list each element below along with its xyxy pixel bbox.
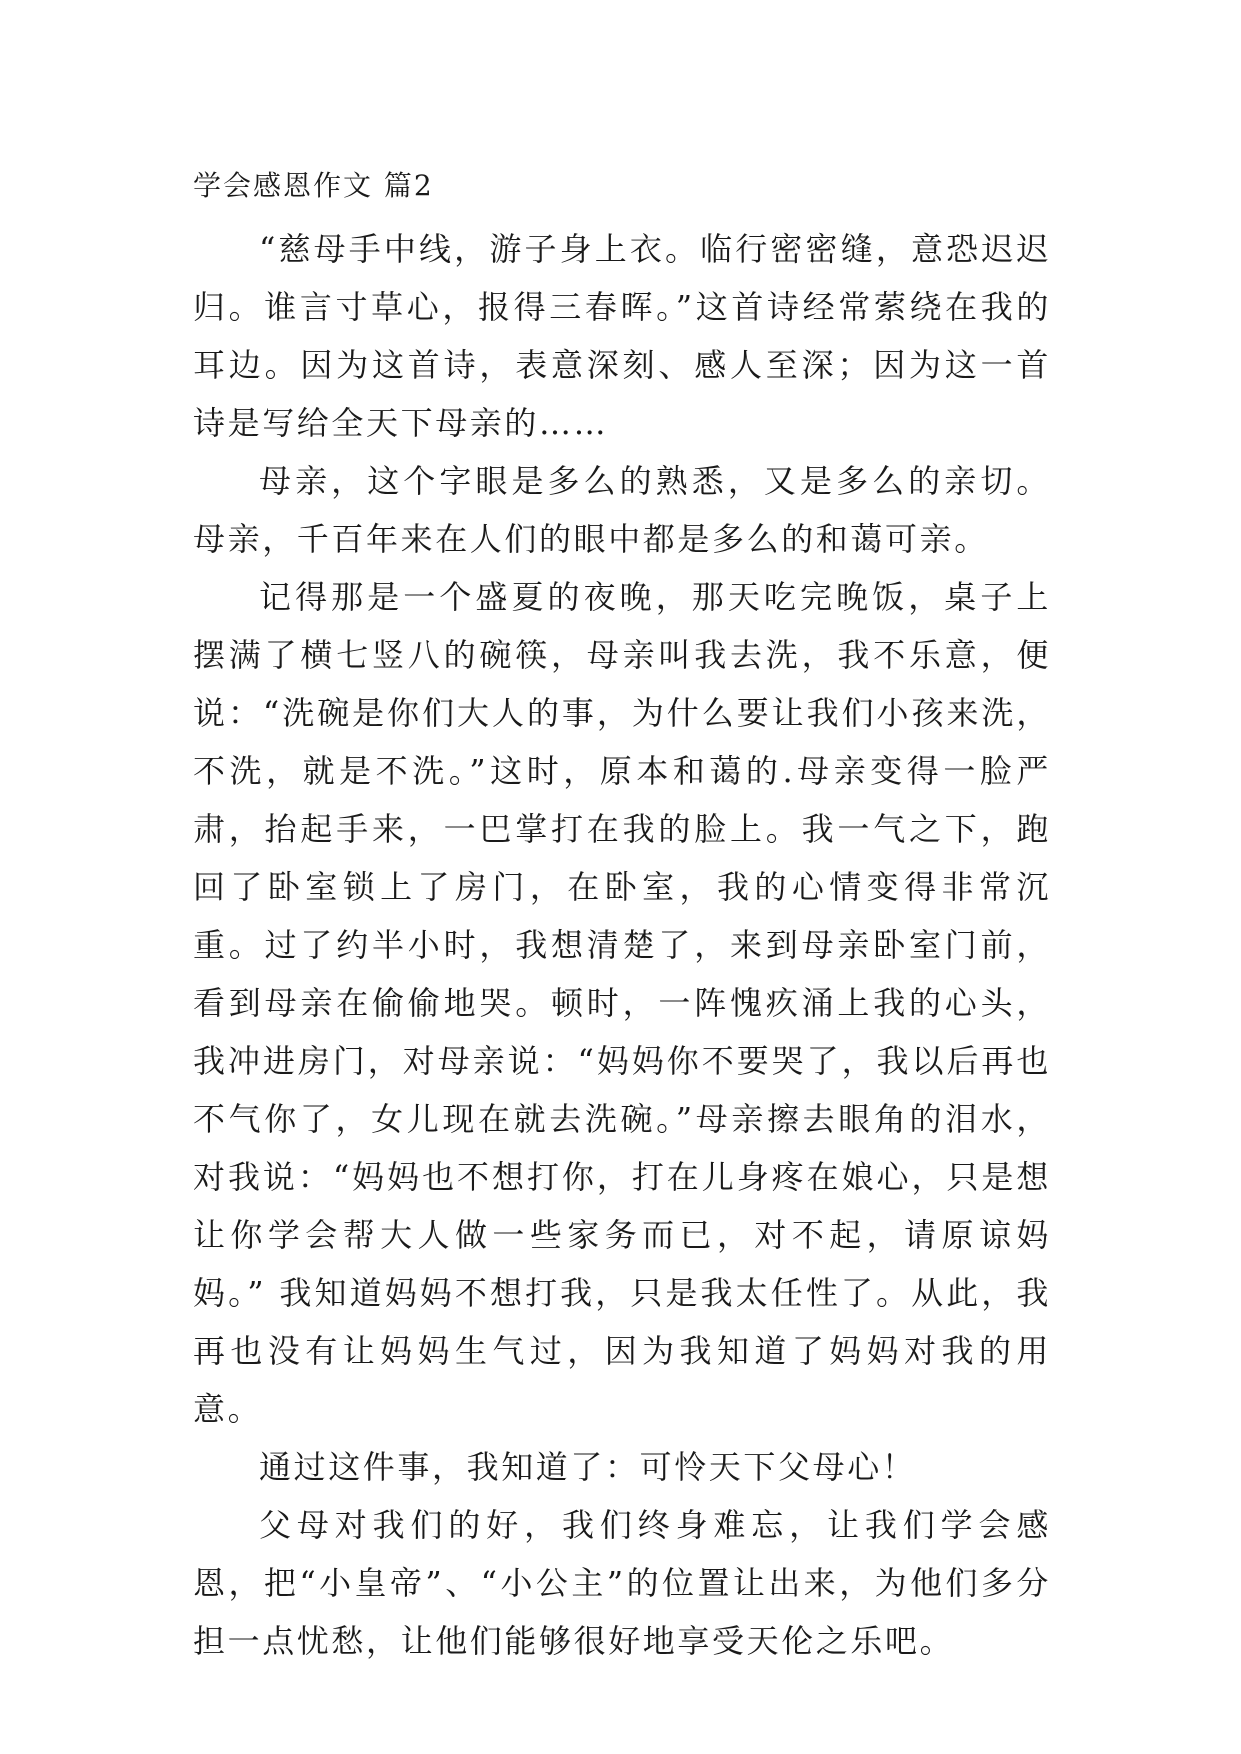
essay-body bbox=[193, 220, 1051, 1670]
paragraph-poem-intro: “慈母手中线，游子身上衣。临行密密缝，意恐迟迟归。谁言寸草心，报得三春晖。”这首诗经常萦绕在我的耳边。因为这首诗，表意深刻、感人至深；因为这一首诗是写给全天下母亲的…… bbox=[193, 230, 1051, 442]
essay-title: 学会感恩作文 篇2 bbox=[193, 169, 434, 202]
paragraph-lesson: 通过这件事，我知道了：可怜天下父母心！ bbox=[259, 1448, 917, 1486]
paragraph-mother-word: 母亲，这个字眼是多么的熟悉，又是多么的亲切。母亲，千百年来在人们的眼中都是多么的和蔼可亲。 bbox=[193, 462, 1051, 558]
paragraph-dishes-story: 记得那是一个盛夏的夜晚，那天吃完晚饭，桌子上摆满了横七竖八的碗筷，母亲叫我去洗，我不乐意，便说：“洗碗是你们大人的事，为什么要让我们小孩来洗，不洗，就是不洗。”这时，原本和蔼的.母亲变得一脸严肃，抬起手来，一巴掌打在我的脸上。我一气之下，跑回了卧室锁上了房门，在卧室，我的心情变得非常沉重。过了约半小时，我想清楚了，来到母亲卧室门前，看到母亲在偷偷地哭。顿时，一阵愧疚涌上我的心头，我冲进房门，对母亲说：“妈妈你不要哭了，我以后再也不气你了，女儿现在就去洗碗。”母亲擦去眼角的泪水，对我说：“妈妈也不想打你，打在儿身疼在娘心，只是想让你学会帮大人做一些家务而已，对不起，请原谅妈妈。” 我知道妈妈不想打我，只是我太任性了。从此，我再也没有让妈妈生气过，因为我知道了妈妈对我的用意。 bbox=[193, 578, 1051, 1428]
paragraph-conclusion: 父母对我们的好，我们终身难忘，让我们学会感恩，把“小皇帝”、“小公主”的位置让出来，为他们多分担一点忧愁，让他们能够很好地享受天伦之乐吧。 bbox=[193, 1506, 1051, 1660]
